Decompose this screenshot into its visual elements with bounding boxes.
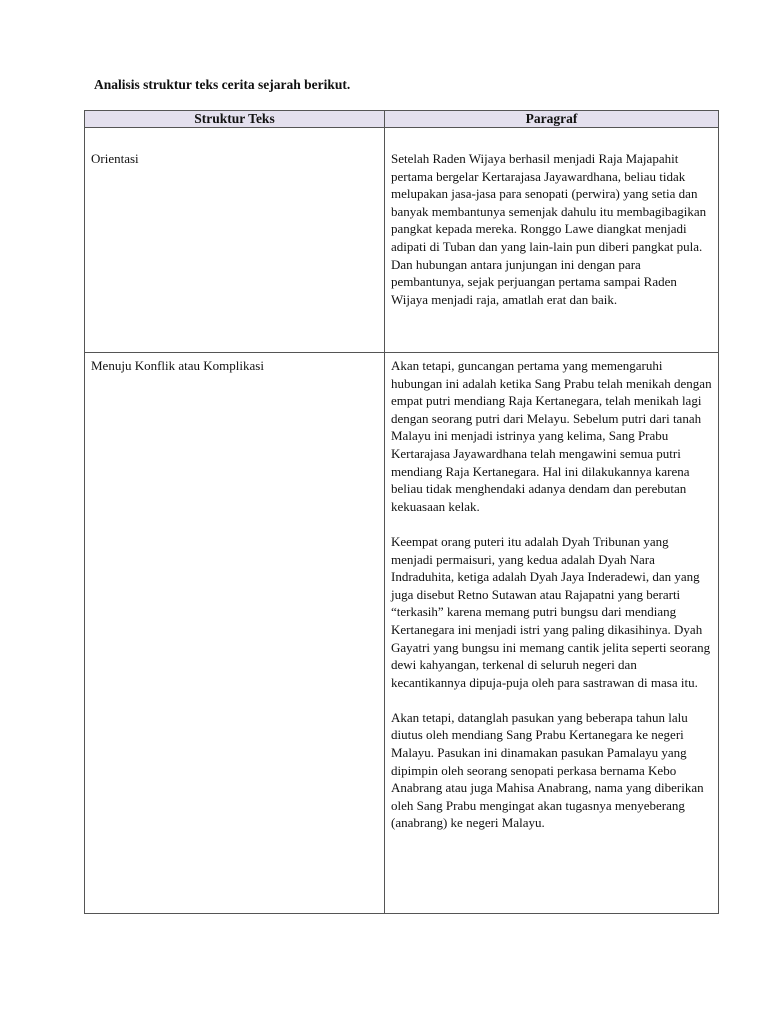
structure-label: Orientasi	[91, 151, 139, 166]
structure-label: Menuju Konflik atau Komplikasi	[91, 358, 264, 373]
page-title: Analisis struktur teks cerita sejarah berikut.	[94, 77, 351, 92]
paragraph-text: Keempat orang puteri itu adalah Dyah Tribunan yang menjadi permaisuri, yang kedua adalah Dyah Nara Indraduhita, ketiga adalah Dyah Jaya Inderadewi, dan yang juga disebut Retno Sutawan atau Rajapatni yang berarti “terkasih” karena memang putri bungsu dari mendiang Kertanegara ini menjadi istri yang paling dikasihinya. Dyah Gayatri yang bungsu ini memang cantik jelita seperti seorang dewi kahyangan, terkenal di seluruh negeri dan kecantikannya dipuja-puja oleh para sastrawan di masa itu.	[391, 533, 711, 690]
column-header-struktur-teks: Struktur Teks	[85, 111, 385, 128]
structure-cell	[85, 128, 385, 353]
structure-table	[84, 110, 719, 914]
table-row	[85, 353, 719, 914]
paragraph-text: Setelah Raden Wijaya berhasil menjadi Raja Majapahit pertama bergelar Kertarajasa Jayawardhana, beliau tidak melupakan jasa-jasa para senopati (perwira) yang setia dan banyak membantunya semenjak dahulu itu membagibagikan pangkat kepada mereka. Ronggo Lawe diangkat menjadi adipati di Tuban dan yang lain-lain pun diberi pangkat pula. Dan hubungan antara junjungan ini dengan para pembantunya, sejak perjuangan pertama sampai Raden Wijaya menjadi raja, amatlah erat dan baik.	[391, 151, 707, 307]
paragraph-text: Akan tetapi, guncangan pertama yang memengaruhi hubungan ini adalah ketika Sang Prabu telah menikah dengan empat putri mendiang Raja Kertanegara, telah menikah lagi dengan seorang putri dari Melayu. Sebelum putri dari tanah Malayu ini menjadi istrinya yang kelima, Sang Prabu Kertarajasa Jayawardhana telah mengawini semua putri mendiang Raja Kertanegara. Hal ini dilakukannya karena beliau tidak menghendaki adanya dendam dan perebutan kekuasaan kelak.	[391, 358, 712, 514]
paragraph-cell	[385, 128, 719, 353]
structure-cell	[85, 353, 385, 914]
column-header-paragraf: Paragraf	[385, 111, 719, 128]
paragraph-text: Akan tetapi, datanglah pasukan yang beberapa tahun lalu diutus oleh mendiang Sang Prabu Kertanegara ke negeri Malayu. Pasukan ini dinamakan pasukan Pamalayu yang dipimpin oleh seorang senopati perkasa bernama Kebo Anabrang atau juga Mahisa Anabrang, nama yang diberikan oleh Sang Prabu mengingat akan tugasnya menyeberang (anabrang) ke negeri Malayu.	[391, 709, 704, 831]
table-row	[85, 128, 719, 353]
paragraph-cell	[385, 353, 719, 914]
table-header-row	[85, 111, 719, 128]
